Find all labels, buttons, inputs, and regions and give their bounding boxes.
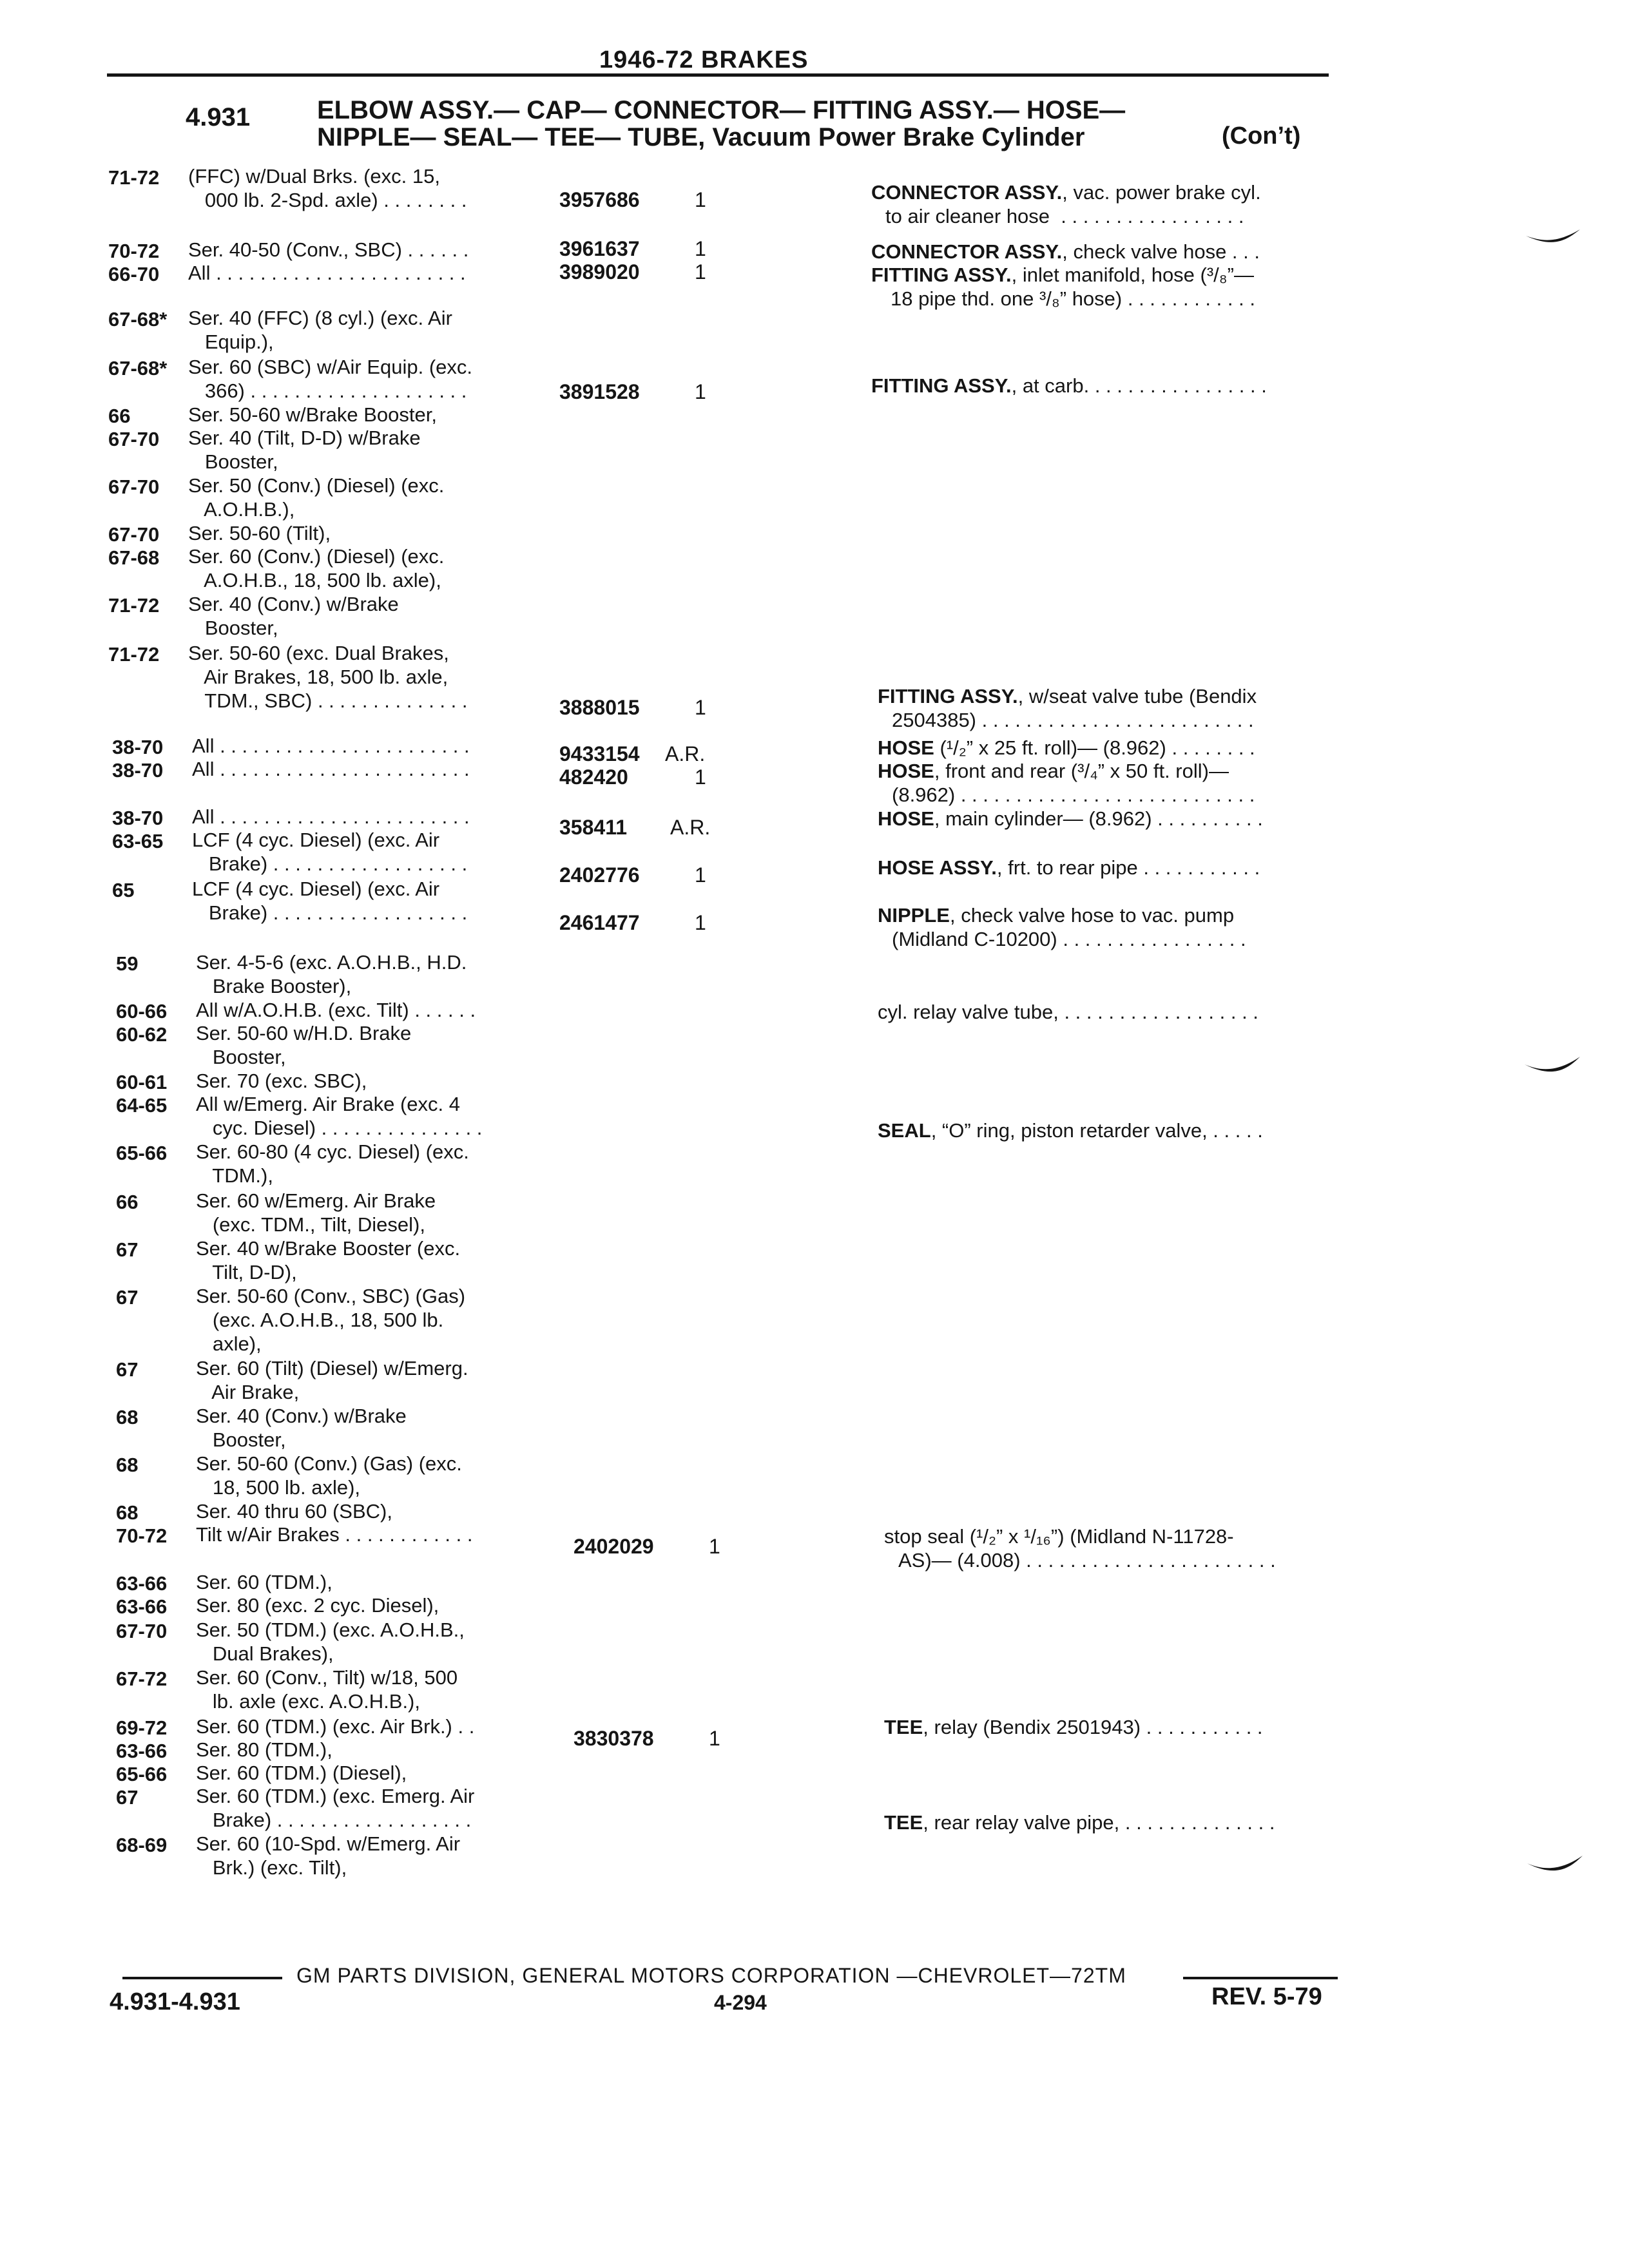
row-application-description [196,1069,367,1093]
description-line: Ser. 80 (exc. 2 cyc. Diesel), [196,1594,439,1617]
row-application-description [196,1189,436,1236]
description-line: (FFC) w/Dual Brks. (exc. 15, [188,165,440,187]
part-description-line [871,180,1261,204]
part-quantity: 1 [695,911,706,934]
row-year-range: 67-70 [108,523,160,546]
margin-tick-mark [1523,1054,1581,1080]
part-description-line [878,736,1255,760]
section-title-line-1: ELBOW ASSY.— CAP— CONNECTOR— FITTING ASSY.— HOSE— [317,96,1126,124]
page-header-title: 1946-72 BRAKES [599,46,809,73]
part-description [871,374,1267,398]
row-year-range: 66-70 [108,263,160,285]
part-detail-text: , check valve hose . . . [1062,240,1260,263]
part-number: 3830378 [574,1727,654,1750]
part-quantity: 1 [695,188,706,211]
row-application-description [196,1666,458,1713]
row-year-range: 66 [116,1191,139,1213]
part-detail-text: (¹/₂” x 25 ft. roll)— (8.962) . . . . . . . . [934,736,1255,759]
row-application-description [192,757,470,781]
description-line: Ser. 60 (Conv.) (Diesel) (exc. [188,545,445,568]
part-name: TEE [884,1811,923,1834]
part-detail-text: , at carb. . . . . . . . . . . . . . . . . [1011,374,1267,397]
description-line: Ser. 40 (Tilt, D-D) w/Brake [188,427,421,449]
row-application-description [196,1738,333,1762]
part-name: HOSE [878,736,934,759]
row-application-description [196,1021,411,1069]
part-quantity: 1 [695,237,706,260]
row-year-range: 67-68 [108,546,160,569]
row-application-description [188,426,421,474]
description-line: Booster, [188,450,278,473]
row-application-description [196,1784,474,1832]
description-line: Booster, [196,1428,286,1451]
description-line: All . . . . . . . . . . . . . . . . . . . . . . . [192,758,470,780]
part-description-line [878,903,1246,927]
part-description [878,807,1263,831]
row-application-description [188,238,468,262]
part-description-line [878,807,1263,831]
part-description [878,903,1246,951]
row-year-range: 71-72 [108,166,160,189]
row-application-description [188,544,444,592]
row-application-description [192,734,470,758]
footer-rule-right [1183,1977,1338,1979]
description-line: Ser. 80 (TDM.), [196,1738,333,1761]
part-description-line [884,1715,1263,1739]
row-application-description [196,1715,474,1738]
part-detail-text: , main cylinder— (8.962) . . . . . . . . . . [934,807,1263,830]
part-detail-text: , inlet manifold, hose (³/₈”— [1011,264,1254,286]
part-number: 2402029 [574,1535,654,1558]
description-line: LCF (4 cyc. Diesel) (exc. Air [192,878,440,900]
row-year-range: 65-66 [116,1142,168,1164]
row-year-range: 60-61 [116,1071,168,1093]
description-line: Ser. 60 (SBC) w/Air Equip. (exc. [188,356,473,378]
part-number: 3957686 [559,188,640,211]
description-line: Ser. 60 (TDM.), [196,1571,333,1593]
part-description-line [871,263,1255,287]
row-year-range: 38-70 [112,736,164,758]
part-name: FITTING ASSY. [871,374,1012,397]
description-line: Dual Brakes), [196,1642,334,1665]
description-line: Ser. 70 (exc. SBC), [196,1070,367,1092]
description-line: A.O.H.B., 18, 500 lb. axle), [188,569,441,591]
row-application-description [192,805,470,829]
description-line: Ser. 60 (Tilt) (Diesel) w/Emerg. [196,1357,468,1379]
row-application-description [188,355,472,403]
row-application-description [188,474,444,521]
part-detail-text: (Midland C-10200) . . . . . . . . . . . . . . . . . [892,928,1246,950]
row-year-range: 71-72 [108,643,160,666]
description-line: Ser. 4-5-6 (exc. A.O.H.B., H.D. [196,951,467,974]
part-number: 3891528 [559,380,640,403]
row-year-range: 69-72 [116,1716,168,1739]
part-description-line [871,374,1267,398]
description-line: All . . . . . . . . . . . . . . . . . . . . . . . [192,735,470,757]
part-detail-text: , vac. power brake cyl. [1062,181,1261,204]
row-application-description [188,261,466,285]
row-application-description [188,521,331,545]
description-line: Ser. 60 (TDM.) (exc. Emerg. Air [196,1785,475,1807]
row-application-description [196,1356,468,1404]
row-application-description [196,1523,472,1546]
row-year-range: 67-70 [116,1620,168,1642]
row-year-range: 38-70 [112,759,164,782]
description-line: Ser. 60 (Conv., Tilt) w/18, 500 [196,1666,458,1689]
description-line: Ser. 40 w/Brake Booster (exc. [196,1237,461,1260]
row-application-description [196,1593,439,1617]
part-number: 2461477 [559,911,640,934]
row-year-range: 68 [116,1454,139,1476]
description-line: Ser. 40 (Conv.) w/Brake [196,1405,407,1427]
part-quantity: A.R. [670,816,711,839]
row-application-description [188,164,467,212]
part-quantity: 1 [695,696,706,719]
footer-organization: GM PARTS DIVISION, GENERAL MOTORS CORPORATION —CHEVROLET—72TM [296,1964,1126,1987]
part-description-line [884,1548,1276,1572]
part-description [878,1119,1263,1142]
part-description [878,736,1255,760]
part-name: NIPPLE [878,904,950,927]
row-year-range: 70-72 [116,1524,168,1547]
row-year-range: 67 [116,1358,139,1381]
row-year-range: 65 [112,879,135,901]
part-quantity: 1 [695,863,706,887]
part-quantity: 1 [709,1727,720,1750]
description-line: Equip.), [188,331,274,353]
part-description [884,1524,1276,1572]
row-application-description [192,877,467,925]
description-line: All w/A.O.H.B. (exc. Tilt) . . . . . . [196,999,476,1021]
part-detail-text: , front and rear (³/₄” x 50 ft. roll)— [934,760,1229,782]
part-detail-text: , “O” ring, piston retarder valve, . . . . . [930,1119,1263,1142]
description-line: Brake Booster), [196,975,352,997]
row-year-range: 64-65 [116,1094,168,1117]
part-detail-text: cyl. relay valve tube, . . . . . . . . . . . . . . . . . . [878,1001,1258,1023]
part-detail-text: (8.962) . . . . . . . . . . . . . . . . . . . . . . . . . . . [892,783,1255,806]
row-application-description [196,1570,333,1594]
row-application-description [196,1832,460,1879]
row-year-range: 71-72 [108,594,160,617]
description-line: Ser. 50-60 w/Brake Booster, [188,403,437,426]
row-year-range: 63-66 [116,1572,168,1595]
section-title [317,97,1125,151]
row-year-range: 67-72 [116,1667,168,1690]
part-description-line [878,684,1257,708]
part-description-line [878,759,1255,783]
row-application-description [188,306,452,354]
part-description-line [884,1811,1275,1834]
part-number: 2402776 [559,863,640,887]
description-line: (exc. A.O.H.B., 18, 500 lb. [196,1309,444,1331]
row-year-range: 60-62 [116,1023,168,1046]
part-quantity: A.R. [665,742,706,765]
row-year-range: 67 [116,1286,139,1309]
row-year-range: 63-66 [116,1740,168,1762]
description-line: TDM., SBC) . . . . . . . . . . . . . . [188,689,468,712]
description-line: Ser. 50-60 w/H.D. Brake [196,1022,412,1044]
part-name: FITTING ASSY. [878,685,1018,707]
description-line: Air Brakes, 18, 500 lb. axle, [188,666,448,688]
part-description [878,1000,1258,1024]
part-quantity: 1 [709,1535,720,1558]
description-line: Booster, [196,1046,286,1068]
description-line: Brake) . . . . . . . . . . . . . . . . . . [192,901,468,924]
part-description-line [878,1000,1258,1024]
row-application-description [196,1140,469,1187]
row-application-description [196,1618,465,1666]
description-line: Ser. 60 (10-Spd. w/Emerg. Air [196,1832,461,1855]
part-name: HOSE [878,807,934,830]
footer-revision: REV. 5-79 [1211,1983,1322,2010]
row-application-description [196,1236,460,1284]
row-application-description [196,998,476,1022]
footer-rule-left [122,1977,282,1979]
part-name: HOSE [878,760,934,782]
row-year-range: 63-65 [112,830,164,852]
part-detail-text: AS)— (4.008) . . . . . . . . . . . . . . . . . . . . . . . [898,1549,1276,1571]
row-application-description [196,1761,407,1785]
description-line: A.O.H.B.), [188,498,295,521]
description-line: All w/Emerg. Air Brake (exc. 4 [196,1093,461,1115]
part-description [884,1715,1263,1739]
description-line: Ser. 50 (TDM.) (exc. A.O.H.B., [196,1619,465,1641]
part-description [878,684,1257,732]
description-line: Ser. 60 w/Emerg. Air Brake [196,1189,436,1212]
row-year-range: 67 [116,1238,139,1261]
row-application-description [196,1452,462,1499]
part-number: 9433154 [559,742,640,765]
section-title-line-2: NIPPLE— SEAL— TEE— TUBE, Vacuum Power Brake Cylinder [317,123,1085,151]
part-detail-text: stop seal (¹/₂” x ¹/₁₆”) (Midland N-11728- [884,1525,1234,1548]
description-line: lb. axle (exc. A.O.H.B.), [196,1690,420,1713]
margin-tick-mark [1526,1853,1584,1879]
row-year-range: 67-70 [108,428,160,450]
part-description-line [878,708,1257,732]
part-name: CONNECTOR ASSY. [871,181,1063,204]
description-line: Ser. 50-60 (Conv., SBC) (Gas) [196,1285,466,1307]
part-number: 3989020 [559,260,640,284]
part-description [871,263,1255,311]
row-application-description [196,1499,392,1523]
description-line: Ser. 60-80 (4 cyc. Diesel) (exc. [196,1140,469,1163]
description-line: Ser. 50-60 (exc. Dual Brakes, [188,642,449,664]
description-line: Ser. 40 (Conv.) w/Brake [188,593,399,615]
row-year-range: 70-72 [108,240,160,262]
row-year-range: 63-66 [116,1595,168,1618]
description-line: All . . . . . . . . . . . . . . . . . . . . . . . [188,262,466,284]
description-line: Ser. 60 (TDM.) (exc. Air Brk.) . . [196,1715,475,1738]
part-description-line [878,783,1255,807]
row-year-range: 68 [116,1406,139,1428]
description-line: Ser. 50-60 (Conv.) (Gas) (exc. [196,1452,462,1475]
row-application-description [188,592,399,640]
part-description [871,180,1261,228]
row-year-range: 67 [116,1786,139,1809]
row-year-range: 59 [116,952,139,975]
part-quantity: 1 [695,380,706,403]
part-description-line [884,1524,1276,1548]
row-application-description [196,1284,465,1356]
part-description-line [878,856,1260,879]
description-line: Ser. 60 (TDM.) (Diesel), [196,1762,407,1784]
part-detail-text: , relay (Bendix 2501943) . . . . . . . . . . . [923,1716,1263,1738]
description-line: Ser. 50 (Conv.) (Diesel) (exc. [188,474,445,497]
row-application-description [188,641,468,713]
part-number: 482420 [559,765,628,789]
description-line: Ser. 40 thru 60 (SBC), [196,1500,392,1523]
row-year-range: 67-70 [108,476,160,498]
row-year-range: 67-68* [108,357,168,380]
description-line: Tilt, D-D), [196,1261,297,1283]
part-description [878,856,1260,879]
footer-page-number: 4-294 [714,1991,767,2014]
part-name: SEAL [878,1119,931,1142]
description-line: Brake) . . . . . . . . . . . . . . . . . . [196,1809,472,1831]
description-line: Tilt w/Air Brakes . . . . . . . . . . . . [196,1523,473,1546]
row-application-description [188,403,437,427]
part-detail-text: , rear relay valve pipe, . . . . . . . . . . . . . . [923,1811,1275,1834]
description-line: 000 lb. 2-Spd. axle) . . . . . . . . [188,189,467,211]
description-line: (exc. TDM., Tilt, Diesel), [196,1213,425,1236]
row-year-range: 60-66 [116,1000,168,1023]
header-rule [107,73,1329,77]
section-number: 4.931 [186,103,251,131]
row-year-range: 68 [116,1501,139,1524]
row-application-description [192,828,467,876]
row-year-range: 68-69 [116,1834,168,1856]
part-detail-text: 18 pipe thd. one ³/₈” hose) . . . . . . . . . . . . [891,287,1255,310]
part-description-line [878,927,1246,951]
row-application-description [196,950,467,998]
description-line: 366) . . . . . . . . . . . . . . . . . . . . [188,380,467,402]
row-application-description [196,1404,407,1452]
part-detail-text: , frt. to rear pipe . . . . . . . . . . . [996,856,1260,879]
part-detail-text: to air cleaner hose . . . . . . . . . . . . . . . . . [885,205,1244,227]
part-number: 3888015 [559,696,640,719]
margin-tick-mark [1525,227,1581,250]
description-line: LCF (4 cyc. Diesel) (exc. Air [192,829,440,851]
description-line: 18, 500 lb. axle), [196,1476,361,1499]
row-year-range: 66 [108,405,131,427]
part-name: TEE [884,1716,923,1738]
description-line: Air Brake, [196,1381,300,1403]
part-name: HOSE ASSY. [878,856,997,879]
row-year-range: 67-68* [108,308,168,331]
part-number: 358411 [559,816,628,839]
row-year-range: 65-66 [116,1763,168,1785]
part-description [878,759,1255,807]
section-continued-label: (Con’t) [1222,122,1301,149]
description-line: All . . . . . . . . . . . . . . . . . . . . . . . [192,805,470,828]
description-line: Ser. 40-50 (Conv., SBC) . . . . . . [188,238,469,261]
part-description-line [871,204,1261,228]
part-name: CONNECTOR ASSY. [871,240,1063,263]
description-line: TDM.), [196,1164,273,1187]
description-line: Booster, [188,617,278,639]
part-description [884,1811,1275,1834]
part-quantity: 1 [695,765,706,789]
part-description-line [878,1119,1263,1142]
description-line: axle), [196,1332,262,1355]
part-description [871,240,1260,264]
part-detail-text: 2504385) . . . . . . . . . . . . . . . . . . . . . . . . . [892,709,1254,731]
description-line: cyc. Diesel) . . . . . . . . . . . . . . . [196,1117,483,1139]
description-line: Ser. 50-60 (Tilt), [188,522,331,544]
description-line: Brake) . . . . . . . . . . . . . . . . . . [192,852,468,875]
part-number: 3961637 [559,237,640,260]
row-year-range: 38-70 [112,807,164,829]
description-line: Brk.) (exc. Tilt), [196,1856,347,1879]
row-application-description [196,1092,482,1140]
part-detail-text: , w/seat valve tube (Bendix [1017,685,1257,707]
description-line: Ser. 40 (FFC) (8 cyl.) (exc. Air [188,307,452,329]
footer-section-range: 4.931-4.931 [110,1988,240,2015]
part-description-line [871,240,1260,264]
part-quantity: 1 [695,260,706,284]
part-detail-text: , check valve hose to vac. pump [949,904,1235,927]
part-name: FITTING ASSY. [871,264,1012,286]
part-description-line [871,287,1255,311]
